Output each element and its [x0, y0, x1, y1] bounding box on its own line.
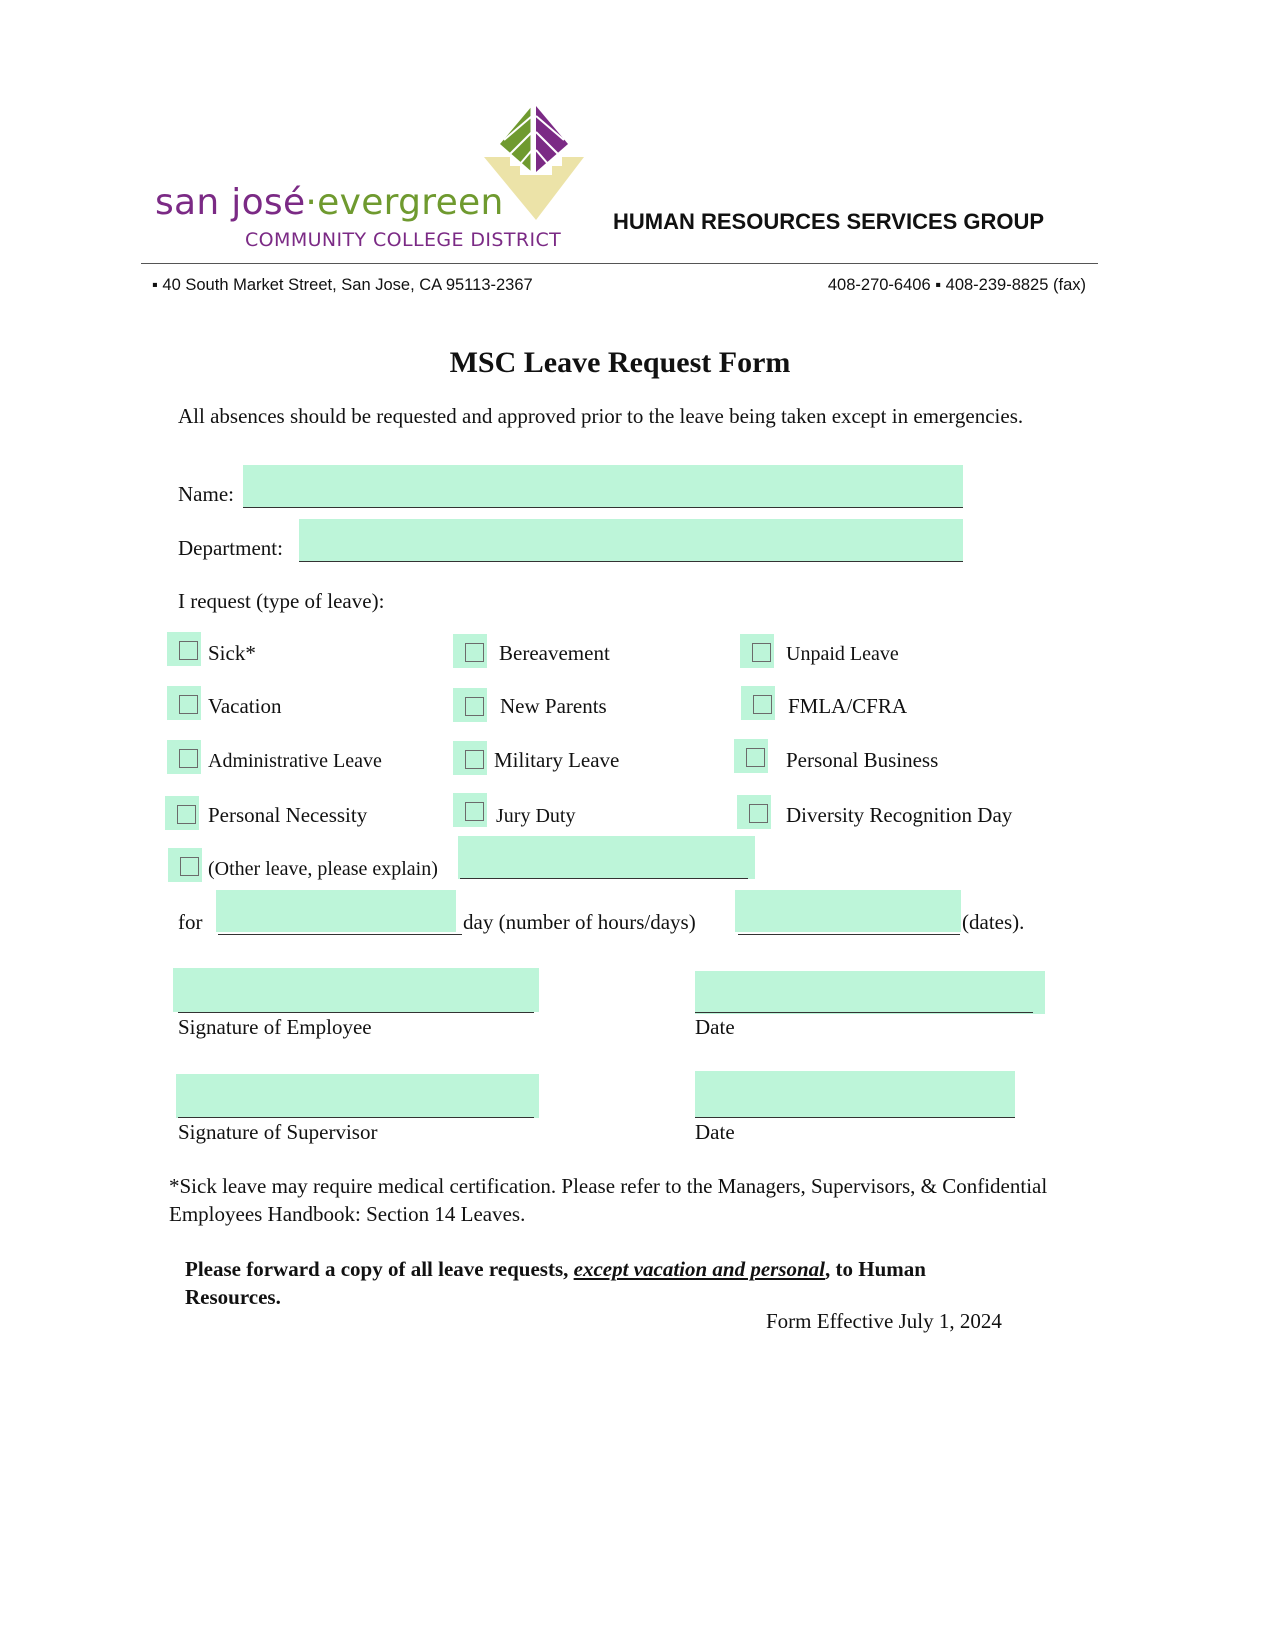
other-leave-underline	[460, 878, 748, 879]
fmla-cfra-checkbox[interactable]	[741, 686, 775, 720]
phone-fax: 408-270-6406 ▪ 408-239-8825 (fax)	[827, 276, 1086, 294]
header-divider	[141, 263, 1098, 264]
dates-field[interactable]	[735, 890, 961, 932]
sick-label: Sick*	[208, 641, 256, 665]
sick-checkbox[interactable]	[167, 632, 201, 666]
checkbox-box	[177, 805, 196, 824]
vacation-checkbox[interactable]	[167, 686, 201, 720]
unpaid-leave-label: Unpaid Leave	[786, 643, 899, 665]
dates-label: (dates).	[962, 910, 1025, 934]
name-label: Name:	[178, 482, 234, 506]
forward-emphasis: except vacation and personal	[573, 1257, 826, 1281]
employee-date-line	[695, 1012, 1033, 1013]
personal-business-label: Personal Business	[786, 748, 939, 772]
forward-text-part1: Please forward a copy of all leave requests,	[185, 1257, 574, 1281]
bereavement-label: Bereavement	[499, 641, 610, 665]
other-leave-label: (Other leave, please explain)	[208, 858, 438, 880]
unpaid-leave-checkbox[interactable]	[740, 634, 774, 668]
supervisor-date-line	[695, 1117, 1015, 1118]
employee-signature-label: Signature of Employee	[178, 1015, 372, 1039]
administrative-leave-checkbox[interactable]	[167, 740, 201, 774]
logo-dot: ·	[305, 182, 318, 223]
employee-signature-line	[178, 1012, 534, 1013]
checkbox-box	[179, 641, 198, 660]
checkbox-box	[465, 697, 484, 716]
address: ▪ 40 South Market Street, San Jose, CA 95113-2367	[152, 276, 533, 294]
new-parents-checkbox[interactable]	[453, 688, 487, 722]
diversity-recognition-day-label: Diversity Recognition Day	[786, 803, 1013, 827]
checkbox-box	[752, 643, 771, 662]
checkbox-box	[753, 695, 772, 714]
military-leave-label: Military Leave	[494, 748, 620, 772]
logo-wordmark	[155, 182, 504, 223]
checkbox-box	[179, 695, 198, 714]
other-leave-explain-field[interactable]	[458, 836, 755, 879]
form-title: MSC Leave Request Form	[449, 346, 791, 379]
checkbox-box	[465, 802, 484, 821]
supervisor-date-field[interactable]	[695, 1071, 1015, 1117]
logo-name-part2: evergreen	[317, 182, 504, 223]
fmla-cfra-label: FMLA/CFRA	[788, 694, 908, 718]
supervisor-signature-field[interactable]	[176, 1074, 539, 1118]
administrative-leave-label: Administrative Leave	[208, 750, 382, 772]
checkbox-box	[465, 643, 484, 662]
hours-days-field[interactable]	[216, 890, 456, 932]
intro-text: All absences should be requested and approved prior to the leave being taken except in emergencies.	[178, 404, 1024, 428]
sick-leave-footnote: *Sick leave may require medical certification. Please refer to the Managers, Supervisors, & Confidential Employees Handbook: Section 14 Leaves.	[169, 1174, 1048, 1226]
diversity-recognition-day-checkbox[interactable]	[737, 795, 771, 829]
jury-duty-label: Jury Duty	[496, 805, 576, 827]
bereavement-checkbox[interactable]	[453, 634, 487, 668]
vacation-label: Vacation	[208, 694, 282, 718]
department-field[interactable]	[299, 519, 963, 562]
employee-date-label: Date	[695, 1015, 735, 1039]
dates-underline	[738, 934, 960, 935]
employee-date-field[interactable]	[695, 971, 1045, 1014]
checkbox-box	[180, 857, 199, 876]
day-label: day (number of hours/days)	[463, 910, 696, 934]
logo-district: COMMUNITY COLLEGE DISTRICT	[245, 229, 562, 251]
personal-necessity-label: Personal Necessity	[208, 803, 368, 827]
checkbox-box	[179, 749, 198, 768]
hours-days-underline	[218, 934, 462, 935]
personal-business-checkbox[interactable]	[734, 739, 768, 773]
military-leave-checkbox[interactable]	[453, 741, 487, 775]
logo-name-part1: san josé	[155, 182, 306, 223]
new-parents-label: New Parents	[500, 694, 607, 718]
department-group-heading: HUMAN RESOURCES SERVICES GROUP	[613, 209, 1045, 234]
for-label: for	[178, 910, 203, 934]
request-type-label: I request (type of leave):	[178, 589, 385, 613]
employee-signature-field[interactable]	[173, 968, 539, 1012]
jury-duty-checkbox[interactable]	[453, 793, 487, 827]
checkbox-box	[746, 748, 765, 767]
supervisor-date-label: Date	[695, 1120, 735, 1144]
supervisor-signature-line	[178, 1117, 534, 1118]
checkbox-box	[749, 804, 768, 823]
checkbox-box	[465, 750, 484, 769]
forward-instruction	[185, 1255, 975, 1311]
form-effective-date: Form Effective July 1, 2024	[766, 1309, 1002, 1333]
forward-text-part2: , to Human Resources.	[185, 1257, 926, 1309]
department-label: Department:	[178, 536, 283, 560]
personal-necessity-checkbox[interactable]	[165, 796, 199, 830]
other-leave-checkbox[interactable]	[168, 848, 202, 882]
name-field[interactable]	[243, 465, 963, 508]
supervisor-signature-label: Signature of Supervisor	[178, 1120, 378, 1144]
